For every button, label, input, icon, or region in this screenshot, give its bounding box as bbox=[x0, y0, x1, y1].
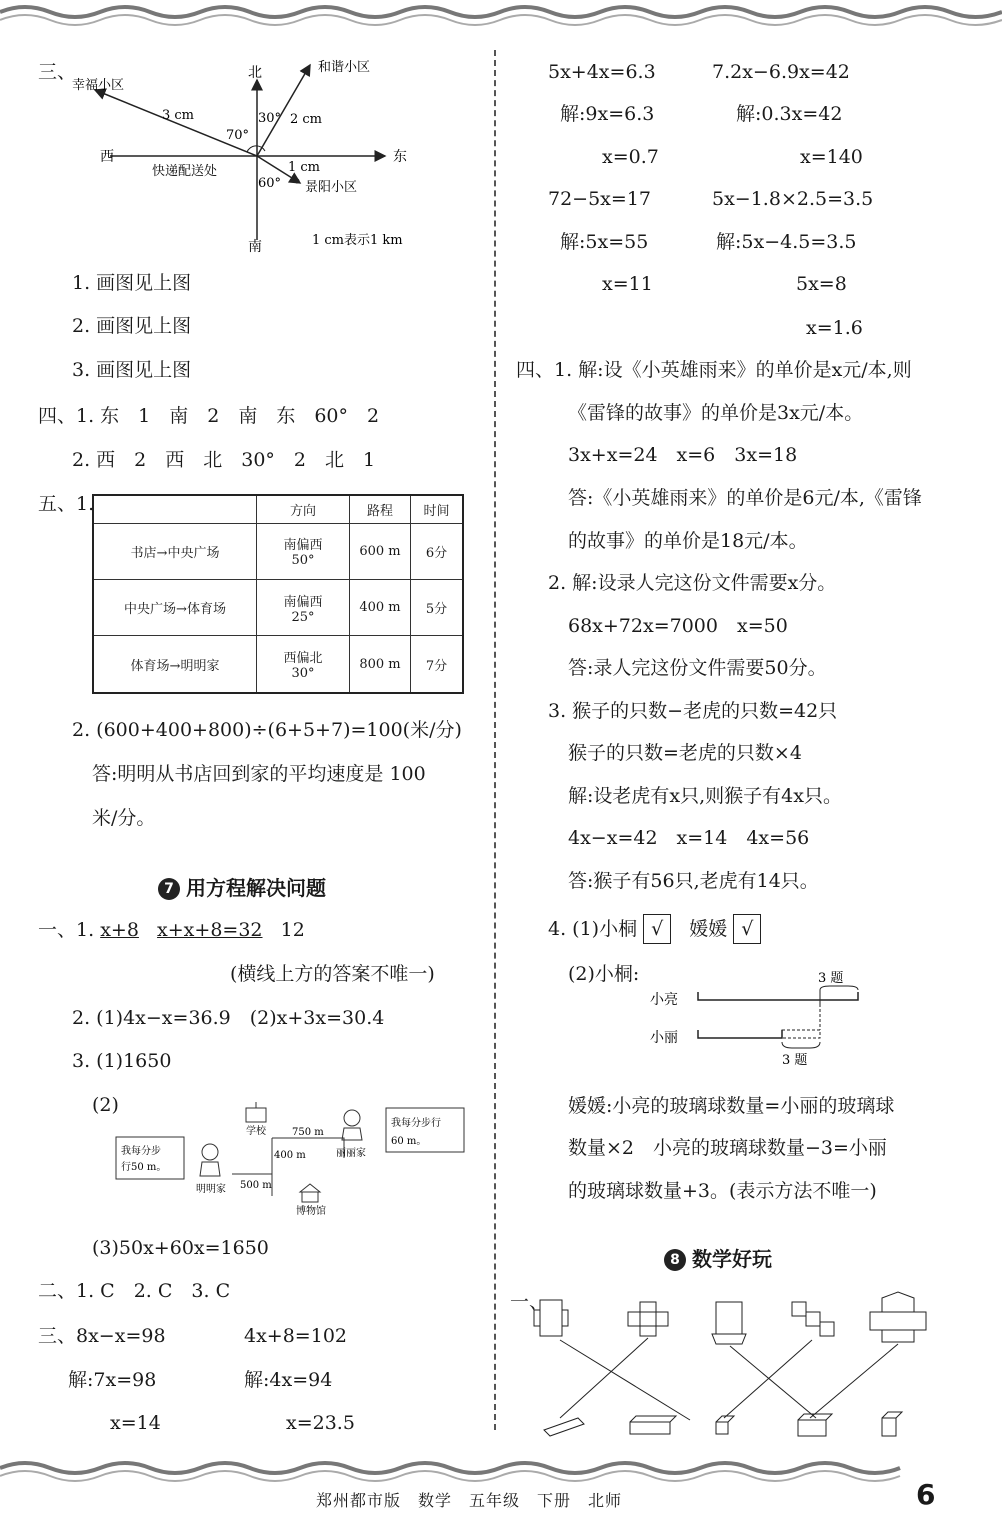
route-table bbox=[92, 494, 464, 694]
q1-answer-1: x+8 bbox=[100, 919, 139, 941]
q2-line: 2. (1)4x−x=36.9 (2)x+3x=30.4 bbox=[72, 1007, 385, 1029]
p4-mid: 媛媛 bbox=[689, 918, 728, 940]
q1-prefix: 一、1. bbox=[38, 919, 95, 941]
route-line bbox=[232, 1138, 272, 1174]
map-center: 快递配送处 bbox=[152, 164, 218, 179]
eqD-1: 5x−1.8×2.5=3.5 bbox=[712, 188, 874, 210]
solid-2 bbox=[630, 1416, 676, 1434]
p1-line-2: 《雷锋的故事》的单价是3x元/本。 bbox=[568, 402, 864, 424]
table-cell: 书店→中央广场 bbox=[93, 523, 257, 579]
brace-top bbox=[820, 986, 858, 990]
table-cell: 5分 bbox=[411, 579, 464, 635]
p1-line-5: 的故事》的单价是18元/本。 bbox=[568, 530, 808, 552]
q1-answer-2: x+x+8=32 bbox=[157, 919, 263, 941]
eq1-line-3: x=14 bbox=[110, 1412, 161, 1434]
dir-angle: 25° bbox=[291, 609, 315, 625]
q1-note: (横线上方的答案不唯一) bbox=[230, 963, 435, 985]
p3-line-3: 解:设老虎有x只,则猴子有4x只。 bbox=[568, 785, 842, 807]
column-divider bbox=[494, 50, 496, 1430]
eqC-1: 72−5x=17 bbox=[548, 188, 651, 210]
p4-prefix: 4. (1)小桐 bbox=[548, 918, 638, 940]
eqB-1: 7.2x−6.9x=42 bbox=[712, 61, 850, 83]
eqB-2: 解:0.3x=42 bbox=[736, 103, 843, 125]
school-label: 学校 bbox=[246, 1126, 266, 1137]
map-scale: 1 cm表示1 km bbox=[312, 233, 403, 248]
q3-line-2: (2) bbox=[92, 1094, 119, 1116]
right-bubble-text: 60 m。 bbox=[391, 1136, 427, 1147]
section-7-title bbox=[158, 872, 326, 901]
table-cell: 6分 bbox=[411, 523, 464, 579]
net-4 bbox=[792, 1302, 834, 1336]
p1-line-3: 3x+x=24 x=6 3x=18 bbox=[568, 444, 798, 466]
eqC-3: x=11 bbox=[602, 273, 653, 295]
p4-line-5: 的玻璃球数量+3。(表示方法不唯一) bbox=[568, 1180, 877, 1202]
section-8-label: 一、 bbox=[510, 1291, 549, 1313]
s5-label: 五、1. bbox=[38, 493, 95, 515]
table-row bbox=[93, 579, 463, 635]
p3-line-5: 答:猴子有56只,老虎有14只。 bbox=[568, 870, 819, 892]
p4-line-1 bbox=[548, 914, 761, 944]
eqC-2: 解:5x=55 bbox=[560, 231, 649, 253]
p4-line-4: 数量×2 小亮的玻璃球数量−3=小丽 bbox=[568, 1137, 887, 1159]
q3-line-3: (3)50x+60x=1650 bbox=[92, 1237, 269, 1259]
map-west: 西 bbox=[100, 149, 114, 165]
bar-label-liang: 小亮 bbox=[650, 992, 678, 1008]
s5-2-line-1: 2. (600+400+800)÷(6+5+7)=100(米/分) bbox=[72, 719, 462, 741]
table-header: 方向 bbox=[257, 495, 350, 523]
map-d3: 1 cm bbox=[288, 160, 321, 175]
eqB-3: x=140 bbox=[800, 146, 863, 168]
table-cell bbox=[257, 579, 350, 635]
map-south: 南 bbox=[248, 239, 262, 255]
table-row bbox=[93, 523, 463, 579]
solid-3 bbox=[716, 1416, 734, 1434]
eq2-line-1: 4x+8=102 bbox=[244, 1325, 347, 1347]
p3-line-2: 猴子的只数=老虎的只数×4 bbox=[568, 742, 802, 764]
p2-line-3: 答:录人完这份文件需要50分。 bbox=[568, 657, 827, 679]
eqD-3: 5x=8 bbox=[796, 273, 847, 295]
map-east: 东 bbox=[393, 149, 407, 165]
jingyang-point bbox=[295, 179, 300, 184]
dir-text: 南偏西 bbox=[283, 538, 323, 554]
map-hexie: 和谐小区 bbox=[318, 60, 371, 75]
eq2-line-3: x=23.5 bbox=[286, 1412, 355, 1434]
eqA-3: x=0.7 bbox=[602, 146, 659, 168]
bar-label-li: 小丽 bbox=[650, 1030, 678, 1046]
check-box-1: √ bbox=[643, 914, 671, 944]
page-number: 6 bbox=[916, 1478, 936, 1511]
table-cell: 中央广场→体育场 bbox=[93, 579, 257, 635]
dir-angle: 30° bbox=[291, 666, 315, 682]
map-a3: 60° bbox=[258, 176, 282, 191]
s3-item-1: 1. 画图见上图 bbox=[72, 272, 192, 294]
net-5 bbox=[870, 1292, 926, 1342]
table-row bbox=[93, 636, 463, 693]
p1-line-4: 答:《小英雄雨来》的单价是6元/本,《雷锋 bbox=[568, 487, 922, 509]
map-xingfu: 幸福小区 bbox=[72, 78, 125, 93]
map-jingyang: 景阳小区 bbox=[305, 180, 358, 195]
s5-2-line-3: 米/分。 bbox=[92, 807, 156, 829]
bar-diagram bbox=[640, 962, 880, 1072]
map-north: 北 bbox=[248, 65, 262, 81]
p2-line-2: 68x+72x=7000 x=50 bbox=[568, 615, 788, 637]
net-2 bbox=[628, 1302, 668, 1336]
q3-line-1: 3. (1)1650 bbox=[72, 1050, 172, 1072]
s4-line-2: 2. 西 2 西 北 30° 2 北 1 bbox=[72, 449, 376, 471]
eqD-2: 解:5x−4.5=3.5 bbox=[716, 231, 857, 253]
table-cell: 体育场→明明家 bbox=[93, 636, 257, 693]
s4-line-1: 四、1. 东 1 南 2 南 东 60° 2 bbox=[38, 405, 380, 427]
top-border bbox=[0, 0, 1002, 30]
eqD-4: x=1.6 bbox=[806, 317, 863, 339]
eq1-line-2: 解:7x=98 bbox=[68, 1369, 157, 1391]
p1-line-1: 四、1. 解:设《小英雄雨来》的单价是x元/本,则 bbox=[516, 359, 912, 381]
table-cell: 7分 bbox=[411, 636, 464, 693]
s3-item-3: 3. 画图见上图 bbox=[72, 359, 192, 381]
p4-line-2: (2)小桐: bbox=[568, 963, 640, 985]
p2-line-1: 2. 解:设录人完这份文件需要x分。 bbox=[548, 572, 837, 594]
direction-map bbox=[60, 55, 460, 255]
ray-xingfu bbox=[95, 90, 257, 156]
d500-label: 500 m bbox=[240, 1180, 272, 1191]
table-cell bbox=[257, 636, 350, 693]
net-1 bbox=[534, 1300, 568, 1336]
p3-line-4: 4x−x=42 x=14 4x=56 bbox=[568, 827, 810, 849]
table-header: 路程 bbox=[350, 495, 411, 523]
table-cell: 600 m bbox=[350, 523, 411, 579]
bar-li-dashed bbox=[782, 1030, 820, 1038]
dir-angle: 50° bbox=[291, 553, 315, 569]
map-d1: 3 cm bbox=[162, 108, 195, 123]
brace-bottom bbox=[782, 1042, 820, 1048]
footer-text: 郑州都市版 数学 五年级 下册 北师 bbox=[316, 1491, 623, 1510]
left-bubble-text: 行50 m。 bbox=[121, 1162, 167, 1173]
table-corner bbox=[93, 495, 257, 523]
solid-1 bbox=[544, 1418, 584, 1436]
section-8-text: 数学好玩 bbox=[692, 1247, 772, 1271]
map-a2: 30° bbox=[258, 111, 282, 126]
boy-icon bbox=[200, 1144, 220, 1176]
girl-icon bbox=[342, 1110, 362, 1140]
bottom-border bbox=[0, 1456, 1002, 1486]
dir-text: 南偏西 bbox=[283, 594, 323, 610]
section-7-badge: 7 bbox=[158, 878, 180, 900]
p4-line-3: 媛媛:小亮的玻璃球数量=小丽的玻璃球 bbox=[568, 1095, 895, 1117]
d750-label: 750 m bbox=[292, 1127, 324, 1138]
lili-label: 丽丽家 bbox=[336, 1148, 366, 1159]
map-a1: 70° bbox=[226, 128, 250, 143]
mingming-label: 明明家 bbox=[196, 1184, 226, 1195]
table-header: 时间 bbox=[411, 495, 464, 523]
s5-2-line-2: 答:明明从书店回到家的平均速度是 100 bbox=[92, 763, 426, 785]
q1-answer-3: 12 bbox=[280, 919, 305, 941]
school-icon bbox=[246, 1102, 266, 1122]
left-bubble-text: 我每分步 bbox=[121, 1146, 161, 1157]
route-diagram bbox=[112, 1100, 472, 1218]
match-line bbox=[560, 1338, 648, 1418]
p3-line-1: 3. 猴子的只数−老虎的只数=42只 bbox=[548, 700, 838, 722]
table-cell: 400 m bbox=[350, 579, 411, 635]
match-line bbox=[730, 1346, 816, 1418]
match-line bbox=[810, 1344, 898, 1418]
s3-item-2: 2. 画图见上图 bbox=[72, 315, 192, 337]
bar-liang bbox=[698, 992, 858, 1000]
section-8-badge: 8 bbox=[664, 1249, 686, 1271]
table-cell: 800 m bbox=[350, 636, 411, 693]
section-7-text: 用方程解决问题 bbox=[186, 876, 326, 900]
check-box-2: √ bbox=[733, 914, 761, 944]
eqA-2: 解:9x=6.3 bbox=[560, 103, 655, 125]
museum-icon bbox=[300, 1184, 320, 1202]
q-er-line: 二、1. C 2. C 3. C bbox=[38, 1280, 231, 1302]
eq1-line-1: 三、8x−x=98 bbox=[38, 1325, 166, 1347]
bar-li bbox=[698, 1030, 782, 1038]
q1-line bbox=[38, 918, 305, 942]
match-line bbox=[560, 1340, 690, 1420]
eqA-1: 5x+4x=6.3 bbox=[548, 61, 656, 83]
museum-label: 博物馆 bbox=[296, 1206, 326, 1217]
d400-label: 400 m bbox=[274, 1150, 306, 1161]
eq2-line-2: 解:4x=94 bbox=[244, 1369, 333, 1391]
solid-5 bbox=[882, 1412, 902, 1436]
net-3 bbox=[712, 1302, 746, 1344]
net-matching-diagram bbox=[520, 1290, 940, 1450]
right-bubble-text: 我每分步行 bbox=[391, 1118, 441, 1129]
dir-text: 西偏北 bbox=[283, 651, 323, 667]
bar-q2: 3 题 bbox=[782, 1053, 808, 1068]
bar-q1: 3 题 bbox=[818, 971, 844, 986]
section-8-title bbox=[664, 1243, 772, 1272]
section-3-label: 三、 bbox=[38, 61, 77, 83]
map-d2: 2 cm bbox=[290, 112, 323, 127]
table-cell bbox=[257, 523, 350, 579]
